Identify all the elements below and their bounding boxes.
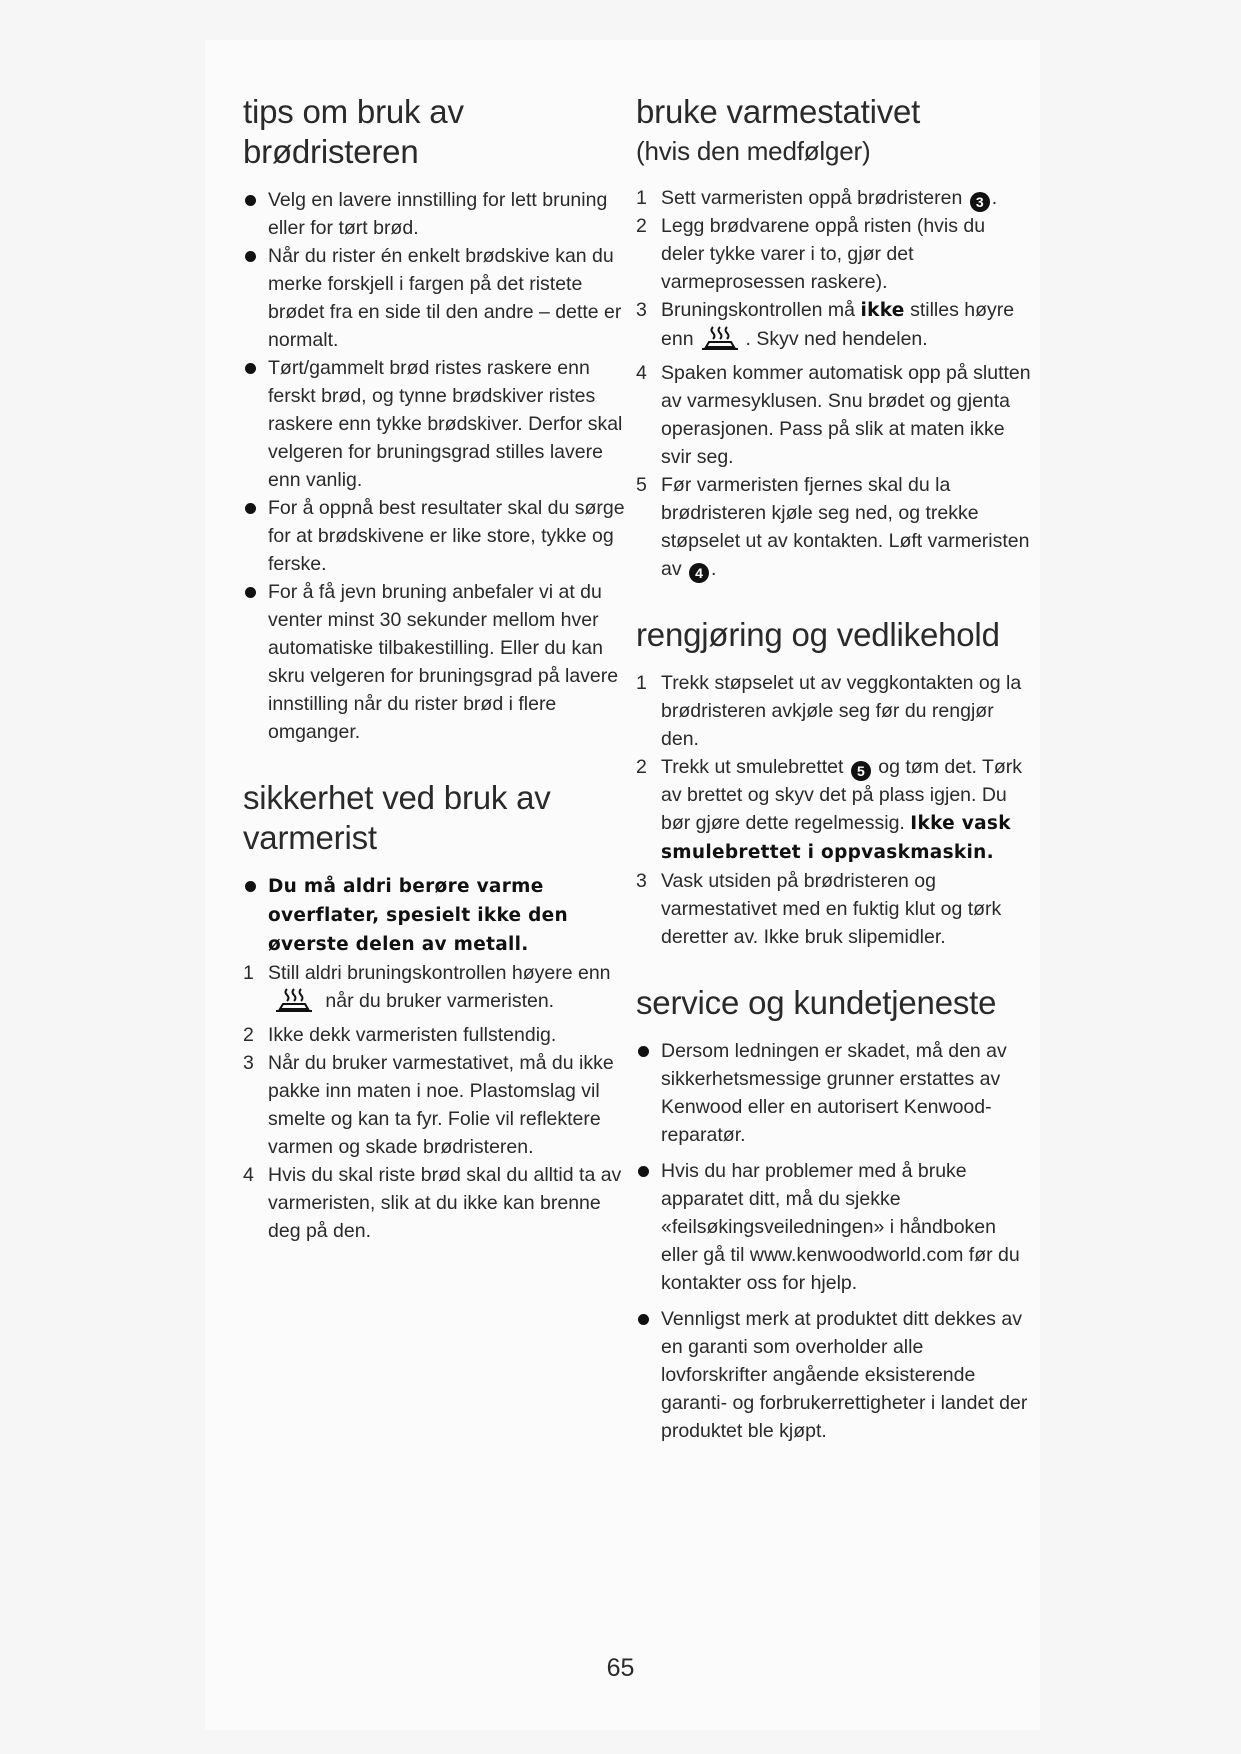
cleaning-heading: rengjøring og vedlikehold xyxy=(636,616,1000,653)
service-list xyxy=(636,1037,1031,1445)
list-item: 4 Hvis du skal riste brød skal du alltid ta av varmeristen, slik at du ikke kan brenne deg på den. xyxy=(243,1164,622,1242)
bullet-dot-icon xyxy=(245,363,256,374)
right-column xyxy=(636,92,1031,1477)
service-heading: service og kundetjeneste xyxy=(636,984,997,1021)
bullet-dot-icon xyxy=(245,587,256,598)
list-item: Når du rister én enkelt brødskive kan du merke forskjell i fargen på det ristete brødet fra en side til den andre – dette er normalt. xyxy=(243,242,628,354)
warning-item: Du må aldri berøre varme overflater, spesielt ikke den øverste delen av metall. xyxy=(243,872,628,959)
safety-section xyxy=(243,778,628,1245)
list-item: For å oppnå best resultater skal du sørge for at brødskivene er like store, tykke og ferske. xyxy=(243,494,628,578)
tips-heading-line1: tips om bruk av xyxy=(243,93,464,130)
bullet-dot-icon xyxy=(638,1046,649,1057)
list-item: 3 Vask utsiden på brødristeren og varmestativet med en fuktig klut og tørk deretter av. Ikke bruk slipemidler. xyxy=(636,870,1002,948)
bullet-dot-icon xyxy=(245,195,256,206)
list-item: 1 Trekk støpselet ut av veggkontakten og la brødristeren avkjøle seg før du rengjør den. xyxy=(636,672,1022,750)
list-item: Velg en lavere innstilling for lett bruning eller for tørt brød. xyxy=(243,186,628,242)
list-item: 3 Bruningskontrollen må ikke stilles høyre enn . Skyv ned hendelen. xyxy=(636,296,1031,359)
list-item: Vennligst merk at produktet ditt dekkes av en garanti som overholder alle lovforskrifter angående eksisterende garanti- og forbrukerrettigheter i landet der produktet ble kjøpt. xyxy=(636,1305,1031,1445)
numbered-circle-icon: 5 xyxy=(851,761,871,781)
list-item: Tørt/gammelt brød ristes raskere enn ferskt brød, og tynne brødskiver ristes raskere enn tykke brødskiver. Derfor skal velgeren for bruningsgrad stilles lavere enn vanlig. xyxy=(243,354,628,494)
rack-heading-subtitle: (hvis den medfølger) xyxy=(636,136,871,166)
list-item: 1 Sett varmeristen oppå brødristeren 3 . xyxy=(636,187,998,210)
list-item: 4 Spaken kommer automatisk opp på slutten av varmesyklusen. Snu brødet og gjenta operasjonen. Pass på slik at maten ikke svir seg. xyxy=(636,362,1031,468)
rack-steps xyxy=(636,184,1031,583)
list-item: 2 Legg brødvarene oppå risten (hvis du deler tykke varer i to, gjør det varmeprosessen raskere). xyxy=(636,215,986,293)
list-item: Dersom ledningen er skadet, må den av sikkerhetsmessige grunner erstattes av Kenwood eller en autorisert Kenwood-reparatør. xyxy=(636,1037,1031,1149)
list-item: 5 Før varmeristen fjernes skal du la brødristeren kjøle seg ned, og trekke støpselet ut av kontakten. Løft varmeristen av 4 . xyxy=(636,474,1030,581)
bullet-dot-icon xyxy=(638,1166,649,1177)
safety-heading xyxy=(243,778,628,858)
bullet-dot-icon xyxy=(245,251,256,262)
tips-list xyxy=(243,186,628,746)
list-item: 1 Still aldri bruningskontrollen høyere enn når du bruker varmeristen. xyxy=(243,959,628,1021)
bullet-dot-icon xyxy=(245,881,256,892)
safety-heading-line2: varmerist xyxy=(243,819,377,856)
rack-section xyxy=(636,92,1031,583)
rack-heading xyxy=(636,92,1031,170)
numbered-circle-icon: 3 xyxy=(970,192,990,212)
left-column xyxy=(243,92,628,1277)
list-item: Hvis du har problemer med å bruke apparatet ditt, må du sjekke «feilsøkingsveiledningen» i håndboken eller gå til www.kenwoodworld.com før du kontakter oss for hjelp. xyxy=(636,1157,1031,1297)
list-item: 2 Trekk ut smulebrettet 5 og tøm det. Tørk av brettet og skyv det på plass igjen. Du bør gjøre dette regelmessig. Ikke vask smulebrettet i oppvaskmaskin. xyxy=(636,756,1023,863)
heat-level-icon xyxy=(700,325,740,359)
numbered-circle-icon: 4 xyxy=(689,563,709,583)
bullet-dot-icon xyxy=(638,1314,649,1325)
tips-heading xyxy=(243,92,628,172)
service-section xyxy=(636,983,1031,1445)
cleaning-section xyxy=(636,615,1031,951)
heat-level-icon xyxy=(274,987,314,1021)
list-item: For å få jevn bruning anbefaler vi at du venter minst 30 sekunder mellom hver automatiske tilbakestilling. Eller du kan skru velgeren for bruningsgrad på lavere innstilling når du rister brød i flere omganger. xyxy=(243,578,628,746)
page-number: 65 xyxy=(606,1654,635,1682)
safety-list xyxy=(243,872,628,1245)
tips-heading-line2: brødristeren xyxy=(243,133,419,170)
bullet-dot-icon xyxy=(245,503,256,514)
safety-heading-line1: sikkerhet ved bruk av xyxy=(243,779,551,816)
list-item: 2 Ikke dekk varmeristen fullstendig. xyxy=(243,1024,557,1046)
cleaning-steps xyxy=(636,669,1031,951)
list-item: 3 Når du bruker varmestativet, må du ikke pakke inn maten i noe. Plastomslag vil smelte og kan ta fyr. Folie vil reflektere varmen og skade brødristeren. xyxy=(243,1052,614,1158)
rack-heading-title: bruke varmestativet xyxy=(636,93,921,130)
tips-section xyxy=(243,92,628,746)
